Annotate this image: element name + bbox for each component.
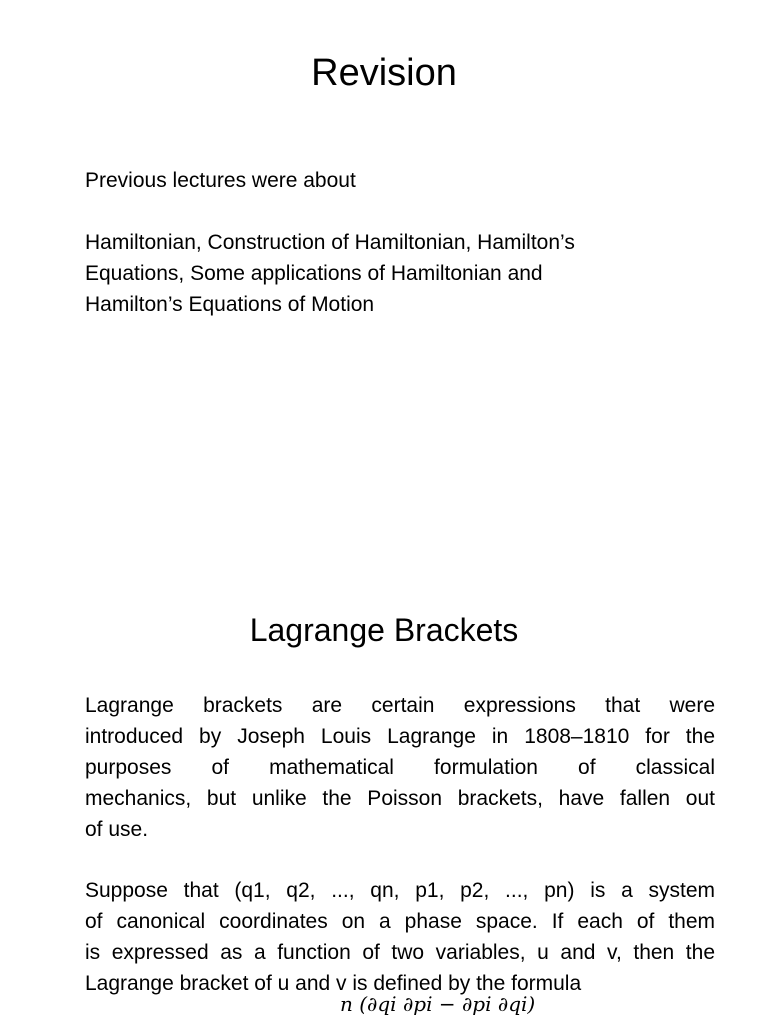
supposition-paragraph	[85, 875, 715, 999]
definition-paragraph	[85, 690, 715, 845]
lagrange-brackets-slide	[0, 560, 768, 1024]
slide-title: Revision	[311, 52, 457, 94]
topics-line: Equations, Some applications of Hamiltonian and	[85, 262, 543, 285]
paragraph-line: of canonical coordinates on a phase space. If each of them	[85, 910, 715, 933]
paragraph-line: Lagrange brackets are certain expressions that were	[85, 694, 715, 717]
paragraph-line: Lagrange bracket of u and v is defined by the formula	[85, 972, 582, 995]
paragraph-line: mechanics, but unlike the Poisson brackets, have fallen out	[85, 787, 715, 810]
intro-text: Previous lectures were about	[85, 169, 356, 192]
slide-title: Lagrange Brackets	[249, 612, 519, 648]
topics-line: Hamilton’s Equations of Motion	[85, 293, 375, 316]
topics-line: Hamiltonian, Construction of Hamiltonian, Hamilton’s	[85, 231, 575, 254]
topics-text	[85, 227, 715, 320]
paragraph-line: purposes of mathematical formulation of classical	[85, 756, 715, 779]
paragraph-line: of use.	[85, 818, 149, 841]
paragraph-line: is expressed as a function of two variables, u and v, then the	[85, 941, 715, 964]
paragraph-line: Suppose that (q1, q2, ..., qn, p1, p2, ..., pn) is a system	[85, 879, 715, 902]
lagrange-formula: n (∂qi ∂pi − ∂pi ∂qi)	[340, 992, 536, 1016]
paragraph-line: introduced by Joseph Louis Lagrange in 1808–1810 for the	[85, 725, 715, 748]
